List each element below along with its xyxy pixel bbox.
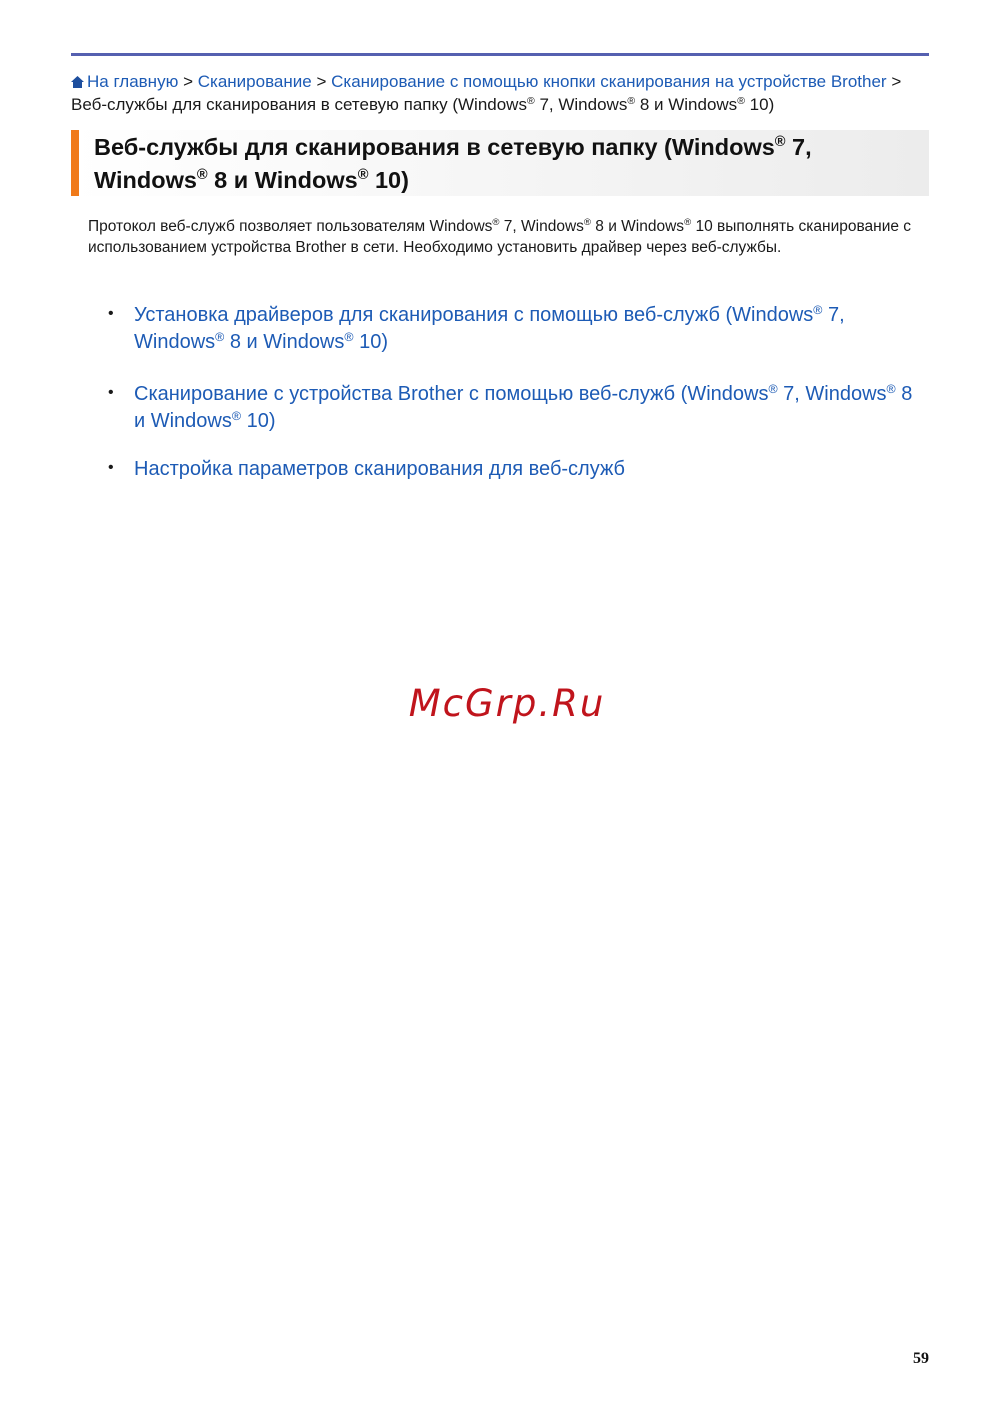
top-rule xyxy=(71,53,929,56)
home-icon[interactable] xyxy=(71,76,84,88)
list-item xyxy=(108,302,938,356)
breadcrumb xyxy=(71,70,929,116)
bullet: • xyxy=(108,305,114,322)
heading-banner xyxy=(71,130,929,196)
breadcrumb-separator: > xyxy=(183,72,193,91)
heading-accent-bar xyxy=(71,130,79,196)
link-scan-from-device[interactable]: Сканирование с устройства Brother с помощью веб-служб (Windows® 7, Windows® 8 и Windows® 10) xyxy=(134,381,913,432)
page-number: 59 xyxy=(913,1350,929,1367)
breadcrumb-scanning[interactable]: Сканирование xyxy=(197,72,312,91)
breadcrumb-scan-button[interactable]: Сканирование с помощью кнопки сканирования на устройстве Brother xyxy=(331,72,887,91)
breadcrumb-current: Веб-службы для сканирования в сетевую папку (Windows® 7, Windows® 8 и Windows® 10) xyxy=(71,94,775,114)
page-title: Веб-службы для сканирования в сетевую папку (Windows® 7, Windows® 8 и Windows® 10) xyxy=(94,134,812,193)
breadcrumb-separator: > xyxy=(316,72,327,91)
breadcrumb-home[interactable]: На главную xyxy=(87,72,179,91)
intro-paragraph: Протокол веб-служб позволяет пользователям Windows® 7, Windows® 8 и Windows® 10 выполнять сканирование с использованием устройства Brother в сети. Необходимо установить драйвер через веб-службы. xyxy=(88,217,912,256)
link-install-drivers[interactable]: Установка драйверов для сканирования с помощью веб-служб (Windows® 7, Windows® 8 и Windows® 10) xyxy=(134,302,845,353)
bullet: • xyxy=(108,384,114,401)
list-item xyxy=(108,456,938,483)
watermark: McGrp.Ru xyxy=(408,682,606,725)
breadcrumb-separator: > xyxy=(891,72,902,91)
list-item xyxy=(108,381,938,435)
bullet: • xyxy=(108,459,114,476)
related-links xyxy=(108,302,938,483)
link-scan-settings[interactable]: Настройка параметров сканирования для веб-служб xyxy=(134,458,626,480)
